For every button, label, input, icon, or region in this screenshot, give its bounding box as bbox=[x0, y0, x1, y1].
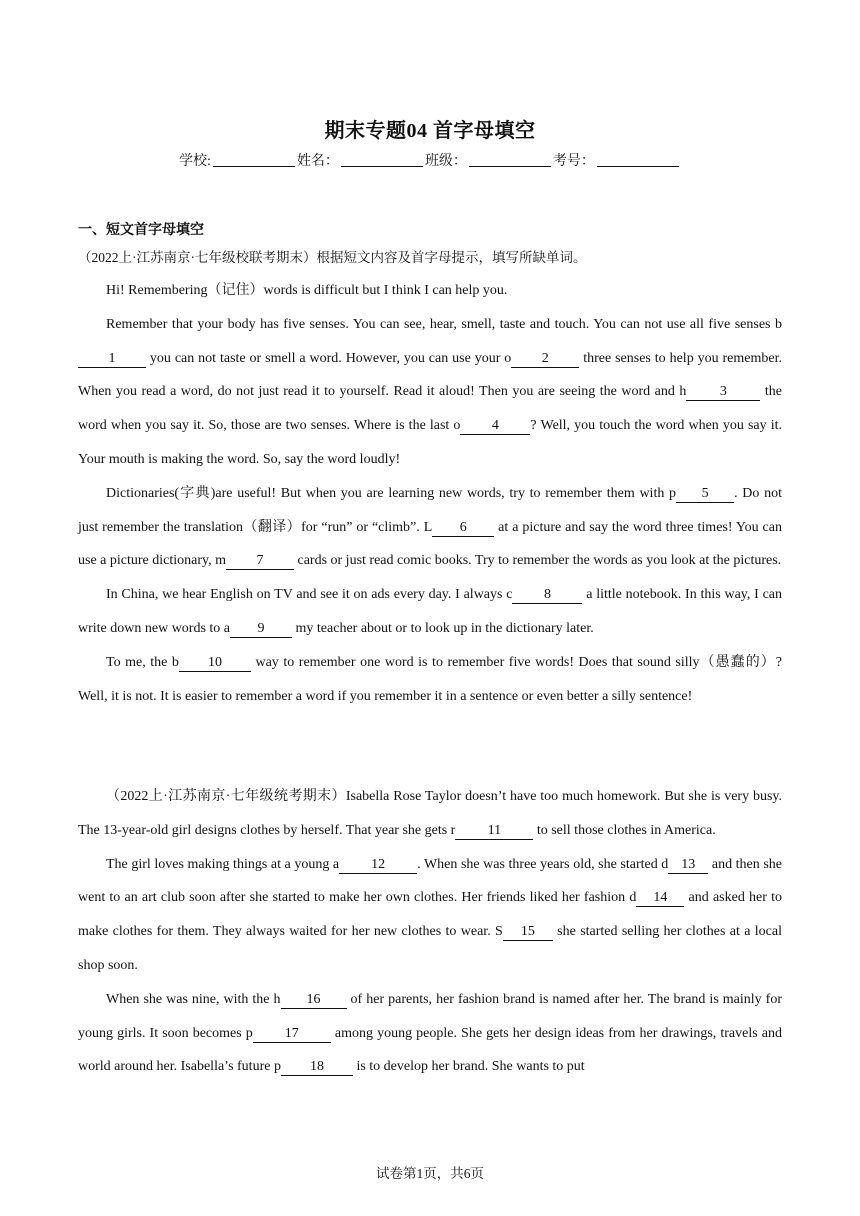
page-title: 期末专题04 首字母填空 bbox=[324, 120, 536, 142]
blank-11[interactable]: 11 bbox=[455, 823, 533, 840]
text: at a picture and say the word three times! You can use a picture dictionary, m bbox=[78, 519, 782, 569]
text: you can not taste or smell a word. However, you can use your o bbox=[146, 350, 512, 366]
text: and then she went to an art club soon after she started to make her own clothes. Her friends liked her fashion d bbox=[78, 856, 783, 906]
blank-5[interactable]: 5 bbox=[676, 486, 734, 503]
class-label: 班级： bbox=[424, 154, 467, 169]
student-info-line bbox=[0, 150, 860, 170]
text: the word when you say it. So, those are two senses. Where is the last o bbox=[78, 384, 782, 434]
passage2-para2 bbox=[78, 848, 782, 983]
passage1-para3 bbox=[78, 477, 782, 578]
text: and asked her to make clothes for them. They always waited for her new clothes to wear. S bbox=[78, 890, 782, 940]
blank-14[interactable]: 14 bbox=[636, 890, 684, 907]
text: The girl loves making things at a young a bbox=[106, 856, 340, 872]
class-blank[interactable] bbox=[469, 152, 551, 167]
page-footer: 试卷第1页，共6页 bbox=[376, 1166, 484, 1181]
text: Dictionaries(字典)are useful! But when you are learning new words, try to remember them with p bbox=[106, 485, 677, 501]
text: a little notebook. In this way, I can write down new words to a bbox=[78, 587, 783, 636]
blank-6[interactable]: 6 bbox=[432, 520, 494, 537]
blank-4[interactable]: 4 bbox=[460, 418, 530, 435]
text: cards or just read comic books. Try to remember the words as you look at the pictures. bbox=[293, 553, 782, 569]
text: In China, we hear English on TV and see it on ads every day. I always c bbox=[106, 587, 513, 603]
passage1-para2 bbox=[78, 308, 782, 477]
text: To me, the b bbox=[106, 654, 179, 670]
blank-3[interactable]: 3 bbox=[686, 384, 760, 401]
text: to sell those clothes in America. bbox=[533, 822, 716, 838]
passage1-para5 bbox=[78, 646, 782, 714]
blank-8[interactable]: 8 bbox=[512, 587, 582, 604]
passage1 bbox=[78, 274, 782, 713]
blank-15[interactable]: 15 bbox=[503, 924, 553, 941]
passage2 bbox=[78, 780, 782, 1084]
text: three senses to help you remember. When you read a word, do not just read it to yourself. Read it aloud! Then you are seeing the word and h bbox=[78, 350, 782, 400]
text: of her parents, her fashion brand is named after her. The brand is mainly for young girls. It soon becomes p bbox=[78, 991, 783, 1041]
name-label: 姓名： bbox=[296, 154, 339, 169]
blank-13[interactable]: 13 bbox=[668, 857, 708, 874]
text: When she was nine, with the h bbox=[106, 991, 281, 1007]
text: . When she was three years old, she started d bbox=[417, 856, 669, 872]
passage1-para4 bbox=[78, 578, 782, 646]
school-label: 学校: bbox=[179, 154, 211, 169]
blank-7[interactable]: 7 bbox=[226, 553, 294, 570]
passage2-para1 bbox=[78, 780, 782, 848]
text: she started selling her clothes at a local shop soon. bbox=[78, 924, 782, 973]
section-heading: 一、短文首字母填空 bbox=[78, 223, 204, 238]
text: Remember that your body has five senses. You can see, hear, smell, taste and touch. You can not use all five senses b bbox=[106, 316, 782, 332]
passage1-para1 bbox=[78, 274, 782, 308]
blank-16[interactable]: 16 bbox=[281, 992, 347, 1009]
passage2-para3 bbox=[78, 983, 782, 1084]
name-blank[interactable] bbox=[341, 152, 423, 167]
text: way to remember one word is to remember five words! Does that sound silly（愚蠢的）? Well, it is not. It is easier to remember a word if you remember it in a sentence or even better a silly sentence! bbox=[78, 654, 782, 704]
school-blank[interactable] bbox=[213, 152, 295, 167]
text: among young people. She gets her design ideas from her drawings, travels and world around her. Isabella’s future p bbox=[78, 1025, 782, 1075]
exam-no-label: 考号： bbox=[552, 154, 595, 169]
blank-17[interactable]: 17 bbox=[253, 1026, 331, 1043]
blank-9[interactable]: 9 bbox=[230, 621, 292, 638]
text: my teacher about or to look up in the dictionary later. bbox=[292, 620, 594, 636]
passage1-source: （2022上·江苏南京·七年级校联考期末）根据短文内容及首字母提示，填写所缺单词。 bbox=[78, 250, 587, 265]
text: Hi! Remembering（记住）words is difficult but I think I can help you. bbox=[106, 283, 508, 298]
text: is to develop her brand. She wants to put bbox=[352, 1059, 585, 1075]
text: （2022上·江苏南京·七年级统考期末）Isabella Rose Taylor doesn’t have too much homework. But she is very busy. The 13-year-old girl designs clothes by herself. That year she gets r bbox=[78, 789, 782, 838]
blank-18[interactable]: 18 bbox=[281, 1059, 353, 1076]
blank-12[interactable]: 12 bbox=[339, 857, 417, 874]
blank-10[interactable]: 10 bbox=[179, 655, 251, 672]
text: ? Well, you touch the word when you say it. Your mouth is making the word. So, say the word loudly! bbox=[78, 418, 783, 467]
exam-no-blank[interactable] bbox=[597, 152, 679, 167]
blank-1[interactable]: 1 bbox=[78, 351, 146, 368]
text: . Do not just remember the translation（翻译）for “run” or “climb”. L bbox=[78, 485, 782, 535]
blank-2[interactable]: 2 bbox=[511, 351, 579, 368]
